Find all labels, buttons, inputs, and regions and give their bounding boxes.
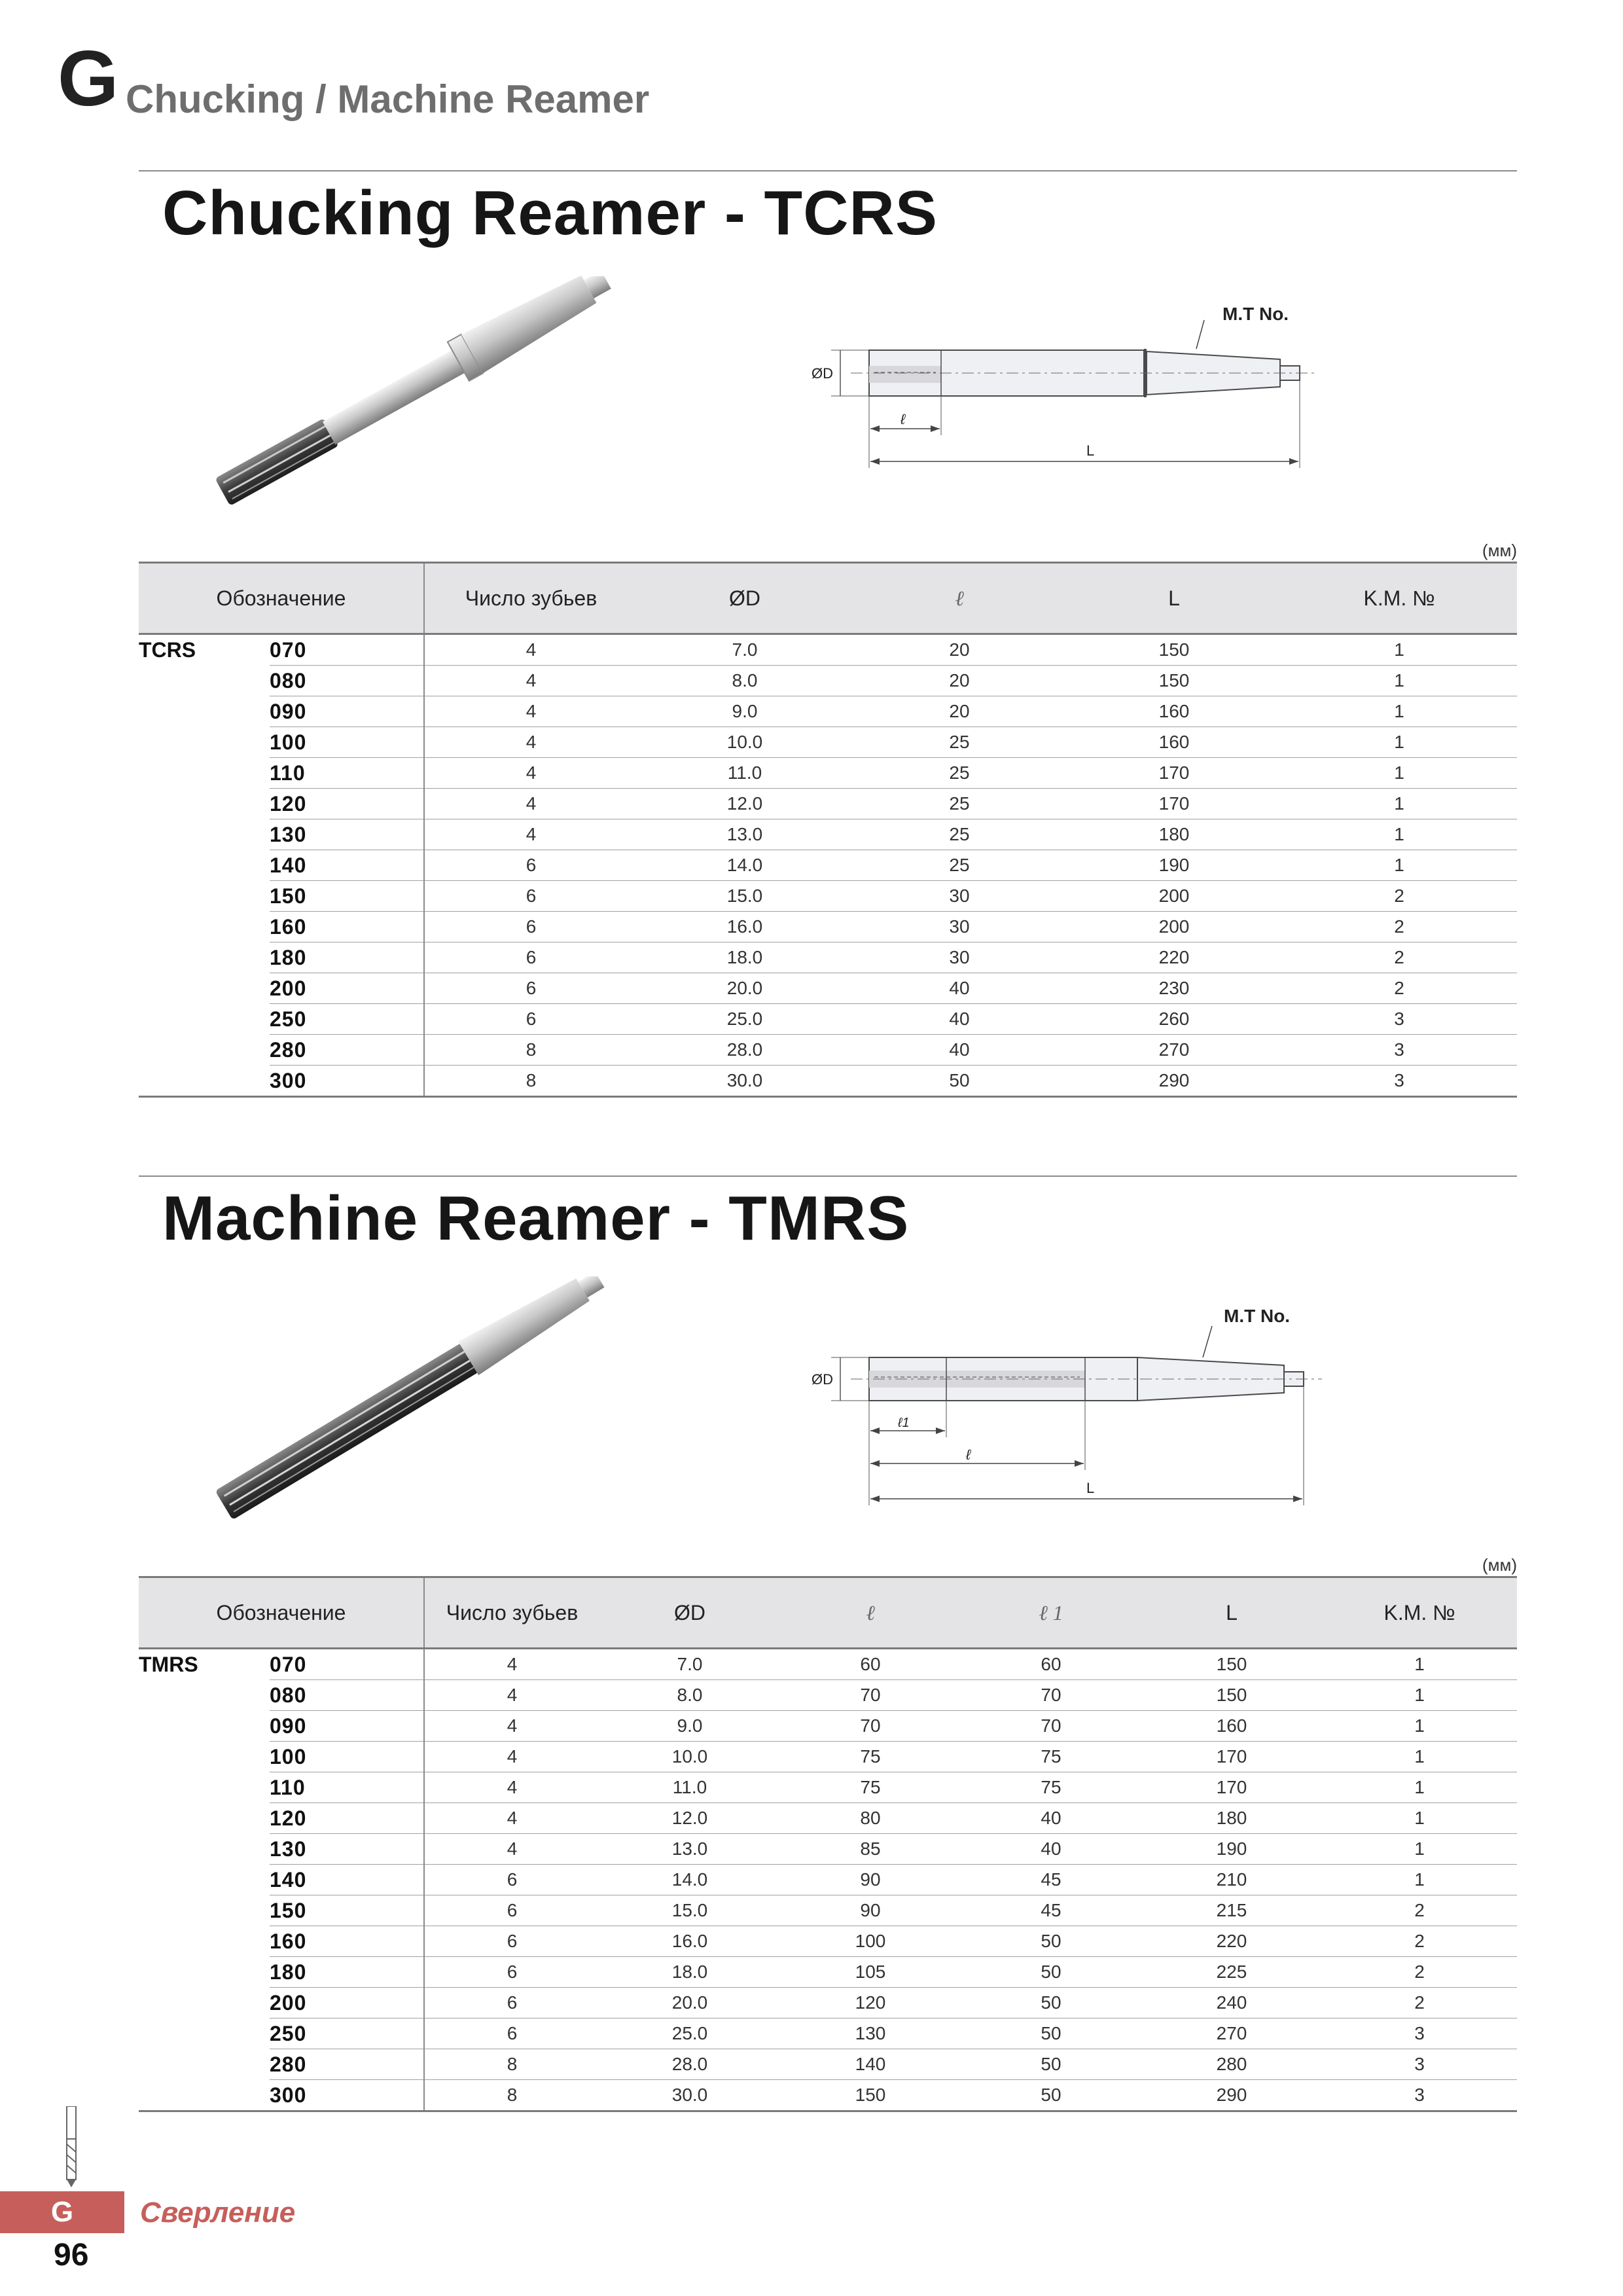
l1-cell: 40 — [961, 1803, 1141, 1834]
code-cell: 250 — [270, 1004, 424, 1035]
teeth-cell: 6 — [424, 942, 637, 973]
d-cell: 28.0 — [637, 1035, 852, 1066]
series-cell — [139, 1004, 270, 1035]
teeth-cell: 4 — [424, 1680, 599, 1711]
km-cell: 1 — [1322, 1711, 1517, 1742]
teeth-cell: 6 — [424, 2018, 599, 2049]
series-cell — [139, 789, 270, 819]
d-cell: 10.0 — [637, 727, 852, 758]
col-flute-length: ℓ — [780, 1577, 961, 1649]
teeth-cell: 6 — [424, 912, 637, 942]
table-row — [139, 789, 1517, 819]
km-cell: 3 — [1322, 2018, 1517, 2049]
teeth-cell: 4 — [424, 789, 637, 819]
col-flute-length: ℓ — [852, 563, 1067, 634]
d-cell: 15.0 — [599, 1895, 780, 1926]
table-row — [139, 2018, 1517, 2049]
km-cell: 1 — [1322, 1865, 1517, 1895]
table-row — [139, 1004, 1517, 1035]
table-row — [139, 1895, 1517, 1926]
table-row — [139, 1957, 1517, 1988]
col-diameter: ØD — [599, 1577, 780, 1649]
km-cell: 1 — [1322, 1742, 1517, 1772]
code-cell: 080 — [270, 666, 424, 696]
l-cell: 70 — [780, 1680, 961, 1711]
tcrs-product-photo — [208, 276, 640, 512]
L-cell: 150 — [1141, 1680, 1322, 1711]
tmrs-section-title: Machine Reamer - TMRS — [162, 1183, 910, 1253]
d-cell: 15.0 — [637, 881, 852, 912]
l1-cell: 50 — [961, 1957, 1141, 1988]
teeth-cell: 8 — [424, 2049, 599, 2080]
L-cell: 180 — [1141, 1803, 1322, 1834]
code-cell: 280 — [270, 1035, 424, 1066]
l-cell: 150 — [780, 2080, 961, 2111]
series-cell — [139, 881, 270, 912]
L-cell: 170 — [1067, 758, 1281, 789]
table-row — [139, 942, 1517, 973]
l1-cell: 45 — [961, 1895, 1141, 1926]
l-cell: 30 — [852, 881, 1067, 912]
col-cutting-length: ℓ 1 — [961, 1577, 1141, 1649]
tmrs-technical-drawing — [812, 1302, 1348, 1512]
footer-section-letter: G — [50, 2196, 74, 2228]
km-cell: 2 — [1322, 1895, 1517, 1926]
km-cell: 3 — [1281, 1035, 1517, 1066]
d-cell: 25.0 — [637, 1004, 852, 1035]
page-number: 96 — [54, 2238, 89, 2272]
d-cell: 11.0 — [637, 758, 852, 789]
table-row — [139, 696, 1517, 727]
teeth-cell: 6 — [424, 1004, 637, 1035]
d-cell: 30.0 — [637, 1066, 852, 1097]
code-cell: 130 — [270, 1834, 424, 1865]
col-teeth: Число зубьев — [424, 1577, 599, 1649]
col-diameter: ØD — [637, 563, 852, 634]
teeth-cell: 6 — [424, 1865, 599, 1895]
d-cell: 28.0 — [599, 2049, 780, 2080]
km-cell: 2 — [1322, 1926, 1517, 1957]
km-cell: 1 — [1281, 819, 1517, 850]
series-cell — [139, 1865, 270, 1895]
l1-cell: 50 — [961, 2049, 1141, 2080]
teeth-cell: 4 — [424, 727, 637, 758]
l1-cell: 50 — [961, 2018, 1141, 2049]
col-designation: Обозначение — [139, 563, 424, 634]
km-cell: 1 — [1322, 1772, 1517, 1803]
l1-cell: 60 — [961, 1649, 1141, 1680]
l-cell: 20 — [852, 666, 1067, 696]
l-cell: 60 — [780, 1649, 961, 1680]
code-cell: 160 — [270, 1926, 424, 1957]
teeth-cell: 4 — [424, 1834, 599, 1865]
km-cell: 3 — [1281, 1004, 1517, 1035]
km-cell: 2 — [1281, 881, 1517, 912]
code-cell: 250 — [270, 2018, 424, 2049]
code-cell: 200 — [270, 973, 424, 1004]
tcrs-drawing-mt-label: M.T No. — [1222, 304, 1289, 324]
km-cell: 2 — [1281, 912, 1517, 942]
series-cell — [139, 696, 270, 727]
L-cell: 270 — [1067, 1035, 1281, 1066]
tmrs-unit-label: (мм) — [1482, 1555, 1517, 1575]
teeth-cell: 4 — [424, 1742, 599, 1772]
km-cell: 1 — [1281, 634, 1517, 666]
table-row — [139, 727, 1517, 758]
series-cell — [139, 1988, 270, 2018]
footer-category-label: Сверление — [140, 2197, 296, 2229]
teeth-cell: 4 — [424, 819, 637, 850]
col-overall-length: L — [1141, 1577, 1322, 1649]
l-cell: 20 — [852, 696, 1067, 727]
teeth-cell: 6 — [424, 1926, 599, 1957]
code-cell: 120 — [270, 789, 424, 819]
code-cell: 100 — [270, 1742, 424, 1772]
code-cell: 150 — [270, 881, 424, 912]
series-cell — [139, 2049, 270, 2080]
col-morse-taper: K.M. № — [1322, 1577, 1517, 1649]
series-cell — [139, 727, 270, 758]
table-row — [139, 666, 1517, 696]
L-cell: 190 — [1141, 1834, 1322, 1865]
L-cell: 170 — [1141, 1772, 1322, 1803]
table-row — [139, 1834, 1517, 1865]
divider — [139, 170, 1517, 171]
l-cell: 25 — [852, 850, 1067, 881]
l-cell: 130 — [780, 2018, 961, 2049]
teeth-cell: 4 — [424, 1803, 599, 1834]
km-cell: 3 — [1322, 2080, 1517, 2111]
l-cell: 30 — [852, 942, 1067, 973]
l-cell: 25 — [852, 789, 1067, 819]
tmrs-drawing-l1-label: ℓ1 — [898, 1416, 910, 1430]
table-row — [139, 819, 1517, 850]
km-cell: 1 — [1322, 1834, 1517, 1865]
table-row — [139, 634, 1517, 666]
d-cell: 8.0 — [637, 666, 852, 696]
teeth-cell: 6 — [424, 973, 637, 1004]
teeth-cell: 4 — [424, 1711, 599, 1742]
series-cell: TMRS — [139, 1652, 198, 1676]
teeth-cell: 6 — [424, 881, 637, 912]
series-cell — [139, 2018, 270, 2049]
d-cell: 12.0 — [637, 789, 852, 819]
km-cell: 1 — [1281, 758, 1517, 789]
series-cell — [139, 1926, 270, 1957]
d-cell: 18.0 — [637, 942, 852, 973]
l-cell: 75 — [780, 1742, 961, 1772]
l-cell: 50 — [852, 1066, 1067, 1097]
L-cell: 170 — [1141, 1742, 1322, 1772]
l-cell: 25 — [852, 819, 1067, 850]
l1-cell: 45 — [961, 1865, 1141, 1895]
d-cell: 18.0 — [599, 1957, 780, 1988]
d-cell: 16.0 — [599, 1926, 780, 1957]
l-cell: 140 — [780, 2049, 961, 2080]
series-cell — [139, 2080, 270, 2111]
l1-cell: 75 — [961, 1742, 1141, 1772]
table-row — [139, 1926, 1517, 1957]
series-cell — [139, 912, 270, 942]
l-cell: 100 — [780, 1926, 961, 1957]
table-row — [139, 1772, 1517, 1803]
code-cell: 130 — [270, 819, 424, 850]
table-row — [139, 1649, 1517, 1680]
tcrs-drawing-L-label: L — [1086, 442, 1095, 459]
d-cell: 11.0 — [599, 1772, 780, 1803]
table-header-row — [139, 563, 1517, 634]
l-cell: 25 — [852, 727, 1067, 758]
l-cell: 85 — [780, 1834, 961, 1865]
km-cell: 1 — [1281, 727, 1517, 758]
page-title: Chucking / Machine Reamer — [126, 77, 650, 121]
series-cell — [139, 1742, 270, 1772]
km-cell: 2 — [1322, 1988, 1517, 2018]
d-cell: 20.0 — [637, 973, 852, 1004]
series-cell — [139, 819, 270, 850]
L-cell: 170 — [1067, 789, 1281, 819]
teeth-cell: 6 — [424, 1988, 599, 2018]
code-cell: 300 — [270, 1066, 424, 1097]
table-row — [139, 1865, 1517, 1895]
teeth-cell: 4 — [424, 634, 637, 666]
col-designation: Обозначение — [139, 1577, 424, 1649]
series-cell — [139, 973, 270, 1004]
series-cell — [139, 1895, 270, 1926]
km-cell: 2 — [1281, 973, 1517, 1004]
l-cell: 40 — [852, 1035, 1067, 1066]
L-cell: 260 — [1067, 1004, 1281, 1035]
table-row — [139, 1035, 1517, 1066]
d-cell: 30.0 — [599, 2080, 780, 2111]
series-cell — [139, 1680, 270, 1711]
table-row — [139, 2080, 1517, 2111]
km-cell: 2 — [1322, 1957, 1517, 1988]
teeth-cell: 8 — [424, 1066, 637, 1097]
km-cell: 3 — [1281, 1066, 1517, 1097]
tmrs-drawing-L-label: L — [1086, 1480, 1095, 1496]
L-cell: 290 — [1141, 2080, 1322, 2111]
L-cell: 160 — [1067, 727, 1281, 758]
col-overall-length: L — [1067, 563, 1281, 634]
table-row — [139, 850, 1517, 881]
col-morse-taper: K.M. № — [1281, 563, 1517, 634]
L-cell: 220 — [1067, 942, 1281, 973]
teeth-cell: 6 — [424, 1957, 599, 1988]
l-cell: 40 — [852, 973, 1067, 1004]
d-cell: 14.0 — [599, 1865, 780, 1895]
series-cell: TCRS — [139, 637, 196, 662]
drill-icon — [62, 2106, 81, 2189]
L-cell: 240 — [1141, 1988, 1322, 2018]
tmrs-drawing-mt-label: M.T No. — [1224, 1306, 1291, 1326]
d-cell: 12.0 — [599, 1803, 780, 1834]
d-cell: 7.0 — [599, 1649, 780, 1680]
l-cell: 80 — [780, 1803, 961, 1834]
L-cell: 160 — [1067, 696, 1281, 727]
table-row — [139, 881, 1517, 912]
l1-cell: 50 — [961, 2080, 1141, 2111]
L-cell: 150 — [1141, 1649, 1322, 1680]
l-cell: 90 — [780, 1865, 961, 1895]
L-cell: 215 — [1141, 1895, 1322, 1926]
tcrs-drawing-d-label: ØD — [812, 365, 833, 382]
section-letter: G — [58, 35, 119, 122]
d-cell: 20.0 — [599, 1988, 780, 2018]
d-cell: 13.0 — [599, 1834, 780, 1865]
d-cell: 16.0 — [637, 912, 852, 942]
tmrs-product-photo — [208, 1276, 640, 1525]
table-row — [139, 1711, 1517, 1742]
code-cell: 110 — [270, 1772, 424, 1803]
code-cell: 080 — [270, 1680, 424, 1711]
teeth-cell: 6 — [424, 1895, 599, 1926]
L-cell: 210 — [1141, 1865, 1322, 1895]
l1-cell: 50 — [961, 1988, 1141, 2018]
L-cell: 280 — [1141, 2049, 1322, 2080]
l-cell: 40 — [852, 1004, 1067, 1035]
series-cell — [139, 758, 270, 789]
series-cell — [139, 850, 270, 881]
d-cell: 25.0 — [599, 2018, 780, 2049]
km-cell: 1 — [1322, 1803, 1517, 1834]
l-cell: 20 — [852, 634, 1067, 666]
l1-cell: 75 — [961, 1772, 1141, 1803]
L-cell: 290 — [1067, 1066, 1281, 1097]
table-row — [139, 2049, 1517, 2080]
km-cell: 1 — [1281, 789, 1517, 819]
l-cell: 105 — [780, 1957, 961, 1988]
code-cell: 090 — [270, 696, 424, 727]
km-cell: 1 — [1322, 1649, 1517, 1680]
code-cell: 160 — [270, 912, 424, 942]
L-cell: 160 — [1141, 1711, 1322, 1742]
d-cell: 9.0 — [599, 1711, 780, 1742]
L-cell: 225 — [1141, 1957, 1322, 1988]
d-cell: 8.0 — [599, 1680, 780, 1711]
L-cell: 180 — [1067, 819, 1281, 850]
tcrs-section-title: Chucking Reamer - TCRS — [162, 178, 938, 248]
series-cell — [139, 1066, 270, 1097]
series-cell — [139, 1834, 270, 1865]
teeth-cell: 4 — [424, 758, 637, 789]
tcrs-technical-drawing — [812, 298, 1335, 475]
code-cell: 100 — [270, 727, 424, 758]
teeth-cell: 8 — [424, 2080, 599, 2111]
code-cell: 110 — [270, 758, 424, 789]
km-cell: 2 — [1281, 942, 1517, 973]
L-cell: 150 — [1067, 634, 1281, 666]
divider — [139, 1175, 1517, 1177]
teeth-cell: 4 — [424, 696, 637, 727]
L-cell: 150 — [1067, 666, 1281, 696]
teeth-cell: 4 — [424, 1649, 599, 1680]
series-cell — [139, 942, 270, 973]
table-row — [139, 1803, 1517, 1834]
teeth-cell: 4 — [424, 666, 637, 696]
d-cell: 10.0 — [599, 1742, 780, 1772]
table-row — [139, 1742, 1517, 1772]
L-cell: 200 — [1067, 881, 1281, 912]
l1-cell: 70 — [961, 1711, 1141, 1742]
series-cell — [139, 1772, 270, 1803]
series-cell — [139, 1957, 270, 1988]
l-cell: 25 — [852, 758, 1067, 789]
d-cell: 9.0 — [637, 696, 852, 727]
l-cell: 30 — [852, 912, 1067, 942]
L-cell: 200 — [1067, 912, 1281, 942]
L-cell: 270 — [1141, 2018, 1322, 2049]
km-cell: 1 — [1281, 666, 1517, 696]
l-cell: 75 — [780, 1772, 961, 1803]
tmrs-drawing-d-label: ØD — [812, 1371, 833, 1388]
table-header-row — [139, 1577, 1517, 1649]
tmrs-spec-table — [139, 1576, 1517, 2112]
d-cell: 13.0 — [637, 819, 852, 850]
code-cell: 180 — [270, 1957, 424, 1988]
km-cell: 1 — [1281, 850, 1517, 881]
tmrs-drawing-l-label: ℓ — [966, 1446, 971, 1463]
tcrs-table-body — [139, 634, 1517, 1097]
code-cell: 140 — [270, 850, 424, 881]
tmrs-table-body — [139, 1649, 1517, 2111]
code-cell: 070 — [270, 634, 424, 666]
d-cell: 7.0 — [637, 634, 852, 666]
table-row — [139, 912, 1517, 942]
km-cell: 3 — [1322, 2049, 1517, 2080]
table-row — [139, 973, 1517, 1004]
L-cell: 230 — [1067, 973, 1281, 1004]
code-cell: 140 — [270, 1865, 424, 1895]
L-cell: 220 — [1141, 1926, 1322, 1957]
d-cell: 14.0 — [637, 850, 852, 881]
l-cell: 120 — [780, 1988, 961, 2018]
teeth-cell: 8 — [424, 1035, 637, 1066]
teeth-cell: 6 — [424, 850, 637, 881]
code-cell: 280 — [270, 2049, 424, 2080]
l1-cell: 50 — [961, 1926, 1141, 1957]
series-cell — [139, 1711, 270, 1742]
l-cell: 90 — [780, 1895, 961, 1926]
tcrs-drawing-l-label: ℓ — [901, 411, 906, 427]
col-teeth: Число зубьев — [424, 563, 637, 634]
code-cell: 200 — [270, 1988, 424, 2018]
tcrs-spec-table — [139, 562, 1517, 1098]
table-row — [139, 1680, 1517, 1711]
series-cell — [139, 1035, 270, 1066]
km-cell: 1 — [1322, 1680, 1517, 1711]
L-cell: 190 — [1067, 850, 1281, 881]
code-cell: 070 — [270, 1649, 424, 1680]
l1-cell: 40 — [961, 1834, 1141, 1865]
code-cell: 300 — [270, 2080, 424, 2111]
code-cell: 120 — [270, 1803, 424, 1834]
table-row — [139, 758, 1517, 789]
table-row — [139, 1066, 1517, 1097]
l-cell: 70 — [780, 1711, 961, 1742]
code-cell: 090 — [270, 1711, 424, 1742]
l1-cell: 70 — [961, 1680, 1141, 1711]
tcrs-unit-label: (мм) — [1482, 541, 1517, 560]
teeth-cell: 4 — [424, 1772, 599, 1803]
km-cell: 1 — [1281, 696, 1517, 727]
series-cell — [139, 666, 270, 696]
code-cell: 150 — [270, 1895, 424, 1926]
code-cell: 180 — [270, 942, 424, 973]
table-row — [139, 1988, 1517, 2018]
series-cell — [139, 1803, 270, 1834]
